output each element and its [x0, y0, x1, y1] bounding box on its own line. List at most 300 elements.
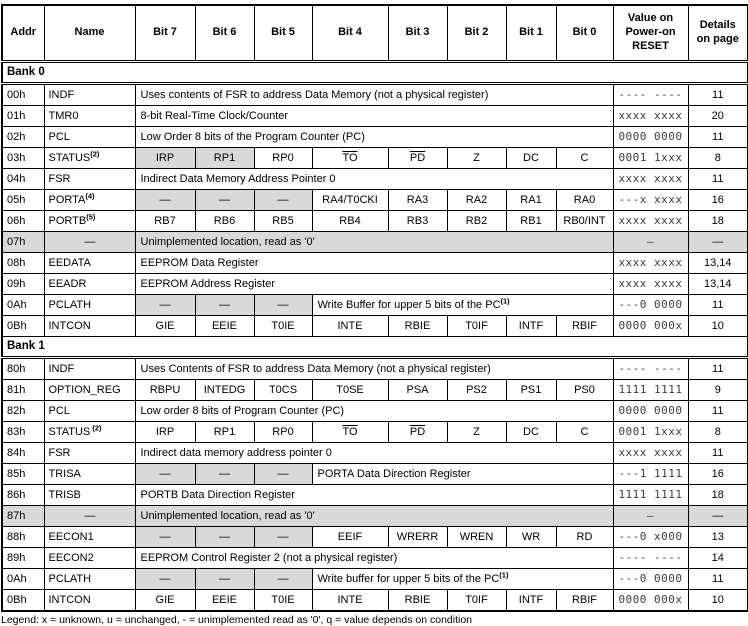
bit-cell	[195, 211, 254, 232]
register-row	[2, 316, 748, 337]
addr-cell	[2, 358, 44, 380]
header-row	[2, 5, 748, 62]
register-row	[2, 295, 748, 316]
bit-cell	[312, 464, 613, 485]
col-header-name: Name	[44, 5, 135, 62]
cell-text: —	[219, 572, 230, 585]
bit-cell	[254, 590, 312, 612]
bit-cell	[312, 527, 388, 548]
cell-text: 08h	[7, 256, 26, 269]
bit-cell	[312, 422, 388, 443]
reset-value-cell	[613, 485, 688, 506]
cell-text: 16	[711, 193, 724, 206]
register-row	[2, 485, 748, 506]
register-row	[2, 443, 748, 464]
cell-text: 8	[714, 425, 721, 438]
cell-text: INTE	[337, 593, 363, 606]
cell-text: xxxx xxxx	[618, 108, 683, 122]
register-name-cell	[44, 232, 135, 253]
cell-text: Unimplemented location, read as '0'	[140, 509, 315, 522]
register-row	[2, 506, 748, 527]
cell-text: 88h	[7, 530, 26, 543]
cell-text: 0000 000x	[618, 592, 683, 606]
reset-value-cell	[613, 316, 688, 337]
cell-text: —	[219, 467, 230, 480]
reset-value-cell	[613, 358, 688, 380]
cell-text: —	[219, 530, 230, 543]
cell-text: Low order 8 bits of Program Counter (PC)	[140, 404, 345, 417]
bit-cell	[135, 316, 195, 337]
addr-cell	[2, 190, 44, 211]
reset-value-cell	[613, 295, 688, 316]
register-row	[2, 358, 748, 380]
cell-text: INTF	[518, 593, 544, 606]
register-name-cell	[44, 358, 135, 380]
bank-header-row	[2, 62, 748, 84]
cell-text: RA2	[465, 193, 488, 206]
cell-text: OPTION_REG	[48, 383, 121, 396]
reset-value-cell	[613, 548, 688, 569]
bit-cell	[506, 211, 556, 232]
footnote-superscript: (5)	[86, 212, 96, 222]
col-header-bit3: Bit 3	[388, 5, 447, 62]
cell-text: EECON2	[48, 551, 94, 564]
cell-text: 18	[711, 488, 724, 501]
footnote-superscript: (4)	[85, 191, 95, 201]
cell-text: RB2	[465, 214, 488, 227]
cell-text: RB6	[213, 214, 236, 227]
cell-text: DC	[523, 425, 539, 438]
bit-cell	[447, 422, 506, 443]
cell-text: 0Ah	[7, 572, 27, 585]
bit-cell	[388, 148, 447, 169]
bit-cell	[135, 569, 195, 590]
cell-text: GIE	[155, 593, 175, 606]
cell-text: Z	[473, 425, 480, 438]
cell-text: INDF	[48, 362, 75, 375]
bit-cell	[447, 527, 506, 548]
overlined-bit-label: $\overline{TO}$	[342, 151, 358, 164]
register-name-cell	[44, 422, 135, 443]
cell-text: PCLATH	[48, 572, 92, 585]
register-name-cell	[44, 295, 135, 316]
addr-cell	[2, 148, 44, 169]
bit-cell	[506, 527, 556, 548]
bit-cell	[447, 190, 506, 211]
bit-cell	[556, 148, 613, 169]
cell-text: PCL	[48, 130, 70, 143]
reset-value-cell	[613, 401, 688, 422]
cell-text: INDF	[48, 88, 75, 101]
cell-text: —	[646, 234, 655, 248]
cell-text: —	[277, 467, 289, 480]
cell-text: ---x xxxx	[618, 192, 683, 206]
cell-text: —	[712, 235, 724, 248]
cell-text: 11	[712, 298, 724, 311]
cell-text: RB1	[520, 214, 542, 227]
cell-text: GIE	[155, 319, 175, 332]
bit-cell	[388, 380, 447, 401]
bit-cell	[388, 190, 447, 211]
register-file-map-table	[1, 4, 748, 612]
register-name-cell	[44, 253, 135, 274]
col-header-bit5: Bit 5	[254, 5, 312, 62]
register-row	[2, 569, 748, 590]
cell-text: IRP	[155, 425, 175, 438]
cell-text: 82h	[7, 404, 26, 417]
cell-text: T0IF	[465, 593, 488, 606]
bit-cell	[506, 590, 556, 612]
cell-text: RBIF	[571, 593, 598, 606]
register-row	[2, 380, 748, 401]
overlined-bit-label: $\overline{PD}$	[409, 151, 426, 164]
cell-text: —	[159, 530, 171, 543]
cell-text: 0001 1xxx	[618, 424, 683, 438]
register-row	[2, 590, 748, 612]
cell-text: 0Ah	[7, 298, 27, 311]
details-page-cell	[688, 443, 748, 464]
addr-cell	[2, 485, 44, 506]
cell-text: IRP	[155, 151, 175, 164]
cell-text: 02h	[7, 130, 26, 143]
cell-text: 01h	[7, 109, 26, 122]
bit-cell	[506, 148, 556, 169]
details-page-cell	[688, 232, 748, 253]
cell-text: FSR	[48, 172, 71, 185]
register-row	[2, 548, 748, 569]
cell-text: RBIE	[404, 593, 431, 606]
cell-text: WR	[521, 530, 541, 543]
bit-cell	[195, 148, 254, 169]
register-name-cell	[44, 127, 135, 148]
cell-text: 13,14	[703, 277, 732, 290]
cell-text: ---- ----	[618, 361, 683, 375]
reset-value-cell	[613, 274, 688, 295]
details-page-cell	[688, 253, 748, 274]
cell-text: EEIF	[337, 530, 363, 543]
bit-cell	[388, 422, 447, 443]
details-page-cell	[688, 401, 748, 422]
register-row	[2, 401, 748, 422]
cell-text: 84h	[7, 446, 26, 459]
footnote-superscript: (2)	[90, 149, 100, 159]
cell-text: ---1 1111	[618, 466, 683, 480]
cell-text: ---- ----	[618, 550, 683, 564]
cell-text: —	[277, 530, 289, 543]
overlined-bit-label: $\overline{TO}$	[342, 425, 358, 438]
col-header-bit0: Bit 0	[556, 5, 613, 62]
register-row	[2, 169, 748, 190]
cell-text: —	[646, 508, 655, 522]
bit-cell	[447, 148, 506, 169]
col-header-bit2: Bit 2	[447, 5, 506, 62]
addr-cell	[2, 127, 44, 148]
cell-text: 11	[712, 572, 724, 585]
bit-cell	[556, 190, 613, 211]
bit-cell	[506, 380, 556, 401]
cell-text: ---0 0000	[618, 571, 683, 585]
cell-text: T0IE	[271, 593, 295, 606]
bit-cell	[195, 295, 254, 316]
cell-text: 8-bit Real-Time Clock/Counter	[140, 109, 289, 122]
register-name-cell	[44, 148, 135, 169]
cell-text: xxxx xxxx	[618, 213, 683, 227]
cell-text: 1111 1111	[618, 487, 683, 501]
cell-text: —	[712, 509, 724, 522]
cell-text: Uses Contents of FSR to address Data Memory (not a physical register)	[140, 362, 491, 375]
details-page-cell	[688, 148, 748, 169]
description-cell	[135, 127, 613, 148]
cell-text: TRISA	[48, 467, 81, 480]
reset-value-cell	[613, 106, 688, 127]
addr-cell	[2, 211, 44, 232]
bit-cell	[312, 380, 388, 401]
register-name-cell	[44, 485, 135, 506]
register-name-cell	[44, 527, 135, 548]
bank-label: Bank 1	[2, 337, 748, 358]
addr-cell	[2, 232, 44, 253]
bit-cell	[195, 190, 254, 211]
cell-text: xxxx xxxx	[618, 171, 683, 185]
reset-value-cell	[613, 211, 688, 232]
bit-cell	[312, 316, 388, 337]
details-page-cell	[688, 127, 748, 148]
cell-text: RB3	[406, 214, 429, 227]
bit-cell	[506, 316, 556, 337]
bit-cell	[312, 148, 388, 169]
cell-text: 0Bh	[7, 593, 27, 606]
register-row	[2, 274, 748, 295]
description-cell	[135, 274, 613, 295]
cell-text: ---- ----	[618, 87, 683, 101]
register-name-cell	[44, 190, 135, 211]
cell-text: 0001 1xxx	[618, 150, 683, 164]
cell-text: RP1	[213, 151, 236, 164]
cell-text: RB5	[272, 214, 294, 227]
description-cell	[135, 358, 613, 380]
cell-text: 0Bh	[7, 319, 27, 332]
bit-cell	[254, 464, 312, 485]
reset-value-cell	[613, 380, 688, 401]
cell-text: 11	[712, 130, 724, 143]
details-page-cell	[688, 190, 748, 211]
cell-text: 05h	[7, 193, 26, 206]
cell-text: PORTA	[48, 193, 86, 206]
bit-cell	[135, 211, 195, 232]
bit-cell	[388, 211, 447, 232]
description-cell	[135, 548, 613, 569]
cell-text: RA1	[520, 193, 542, 206]
bit-cell	[506, 422, 556, 443]
footnote-superscript: (1)	[500, 296, 510, 306]
cell-text: C	[580, 151, 589, 164]
legend-note: Legend: x = unknown, u = unchanged, - = unimplemented read as '0', q = value depends on condition	[1, 614, 473, 626]
cell-text: 86h	[7, 488, 26, 501]
cell-text: RP1	[213, 425, 236, 438]
cell-text: —	[159, 467, 171, 480]
addr-cell	[2, 527, 44, 548]
bit-cell	[195, 590, 254, 612]
register-name-cell	[44, 316, 135, 337]
reset-value-cell	[613, 232, 688, 253]
cell-text: 9	[714, 383, 721, 396]
cell-text: 20	[711, 109, 724, 122]
cell-text: —	[219, 193, 230, 206]
col-header-reset-value: Value on Power-on RESET	[613, 5, 688, 62]
cell-text: T0SE	[336, 383, 364, 396]
register-name-cell	[44, 380, 135, 401]
cell-text: Low Order 8 bits of the Program Counter (PC)	[140, 130, 365, 143]
register-row	[2, 232, 748, 253]
description-cell	[135, 401, 613, 422]
col-header-bit6: Bit 6	[195, 5, 254, 62]
details-page-cell	[688, 548, 748, 569]
bit-cell	[254, 211, 312, 232]
cell-text: RBIF	[571, 319, 598, 332]
register-name-cell	[44, 169, 135, 190]
reset-value-cell	[613, 527, 688, 548]
cell-text: 0000 000x	[618, 318, 683, 332]
cell-text: EEDATA	[48, 256, 91, 269]
details-page-cell	[688, 316, 748, 337]
cell-text: PORTB Data Direction Register	[140, 488, 295, 501]
cell-text: EEPROM Control Register 2 (not a physical register)	[140, 551, 398, 564]
cell-text: 80h	[7, 362, 26, 375]
bit-cell	[556, 316, 613, 337]
bit-cell	[135, 148, 195, 169]
cell-text: INTE	[337, 319, 363, 332]
cell-text: TMR0	[48, 109, 79, 122]
details-page-cell	[688, 106, 748, 127]
cell-text: PCL	[48, 404, 70, 417]
bit-cell	[254, 380, 312, 401]
register-table-body	[2, 62, 748, 612]
cell-text: T0CS	[268, 383, 298, 396]
cell-text: 11	[712, 172, 724, 185]
cell-text: RB0/INT	[563, 214, 606, 227]
bit-cell	[388, 316, 447, 337]
cell-text: 0000 0000	[618, 403, 683, 417]
cell-text: 1111 1111	[618, 382, 683, 396]
description-cell	[135, 232, 613, 253]
cell-text: Unimplemented location, read as '0'	[140, 235, 315, 248]
col-header-details-page: Details on page	[688, 5, 748, 62]
bit-cell	[447, 211, 506, 232]
register-name-cell	[44, 401, 135, 422]
cell-text: PS0	[574, 383, 595, 396]
bit-cell	[254, 527, 312, 548]
addr-cell	[2, 506, 44, 527]
addr-cell	[2, 443, 44, 464]
register-row	[2, 464, 748, 485]
bit-cell	[135, 527, 195, 548]
cell-text: 0000 0000	[618, 129, 683, 143]
cell-text: —	[277, 572, 289, 585]
bit-cell	[312, 590, 388, 612]
cell-text: 10	[711, 319, 724, 332]
cell-text: Z	[473, 151, 480, 164]
cell-text: 87h	[7, 509, 26, 522]
cell-text: 11	[712, 446, 724, 459]
bit-cell	[195, 380, 254, 401]
bit-cell	[135, 590, 195, 612]
register-row	[2, 127, 748, 148]
bit-cell	[254, 316, 312, 337]
bit-cell	[556, 211, 613, 232]
register-row	[2, 527, 748, 548]
cell-text: 18	[711, 214, 724, 227]
cell-text: 11	[712, 362, 724, 375]
cell-text: 11	[712, 88, 724, 101]
register-row	[2, 211, 748, 232]
cell-text: EECON1	[48, 530, 94, 543]
cell-text: —	[84, 509, 96, 522]
register-row	[2, 190, 748, 211]
reset-value-cell	[613, 169, 688, 190]
details-page-cell	[688, 84, 748, 106]
cell-text: RD	[576, 530, 593, 543]
cell-text: —	[219, 298, 230, 311]
bit-cell	[312, 569, 613, 590]
description-cell	[135, 443, 613, 464]
cell-text: RBIE	[404, 319, 431, 332]
reset-value-cell	[613, 443, 688, 464]
reset-value-cell	[613, 127, 688, 148]
col-header-addr: Addr	[2, 5, 44, 62]
bit-cell	[556, 527, 613, 548]
reset-value-cell	[613, 253, 688, 274]
cell-text: 07h	[7, 235, 26, 248]
addr-cell	[2, 295, 44, 316]
reset-value-cell	[613, 422, 688, 443]
details-page-cell	[688, 358, 748, 380]
col-header-bit4: Bit 4	[312, 5, 388, 62]
cell-text: —	[277, 193, 289, 206]
addr-cell	[2, 569, 44, 590]
details-page-cell	[688, 590, 748, 612]
register-name-cell	[44, 443, 135, 464]
cell-text: INTEDG	[203, 383, 246, 396]
bit-cell	[447, 380, 506, 401]
cell-text: EEIE	[211, 593, 238, 606]
cell-text: Write buffer for upper 5 bits of the PC	[317, 572, 500, 585]
cell-text: DC	[523, 151, 539, 164]
cell-text: INTCON	[48, 593, 91, 606]
addr-cell	[2, 106, 44, 127]
addr-cell	[2, 548, 44, 569]
cell-text: EEPROM Address Register	[140, 277, 275, 290]
cell-text: ---0 x000	[618, 529, 683, 543]
reset-value-cell	[613, 506, 688, 527]
register-name-cell	[44, 106, 135, 127]
bit-cell	[195, 316, 254, 337]
register-name-cell	[44, 548, 135, 569]
cell-text: —	[159, 193, 171, 206]
cell-text: TRISB	[48, 488, 81, 501]
cell-text: 04h	[7, 172, 26, 185]
addr-cell	[2, 84, 44, 106]
bit-cell	[312, 295, 613, 316]
cell-text: RA3	[406, 193, 429, 206]
register-name-cell	[44, 274, 135, 295]
details-page-cell	[688, 295, 748, 316]
details-page-cell	[688, 169, 748, 190]
cell-text: WREN	[459, 530, 494, 543]
reset-value-cell	[613, 569, 688, 590]
bank-header-row	[2, 337, 748, 358]
cell-text: 06h	[7, 214, 26, 227]
register-name-cell	[44, 211, 135, 232]
